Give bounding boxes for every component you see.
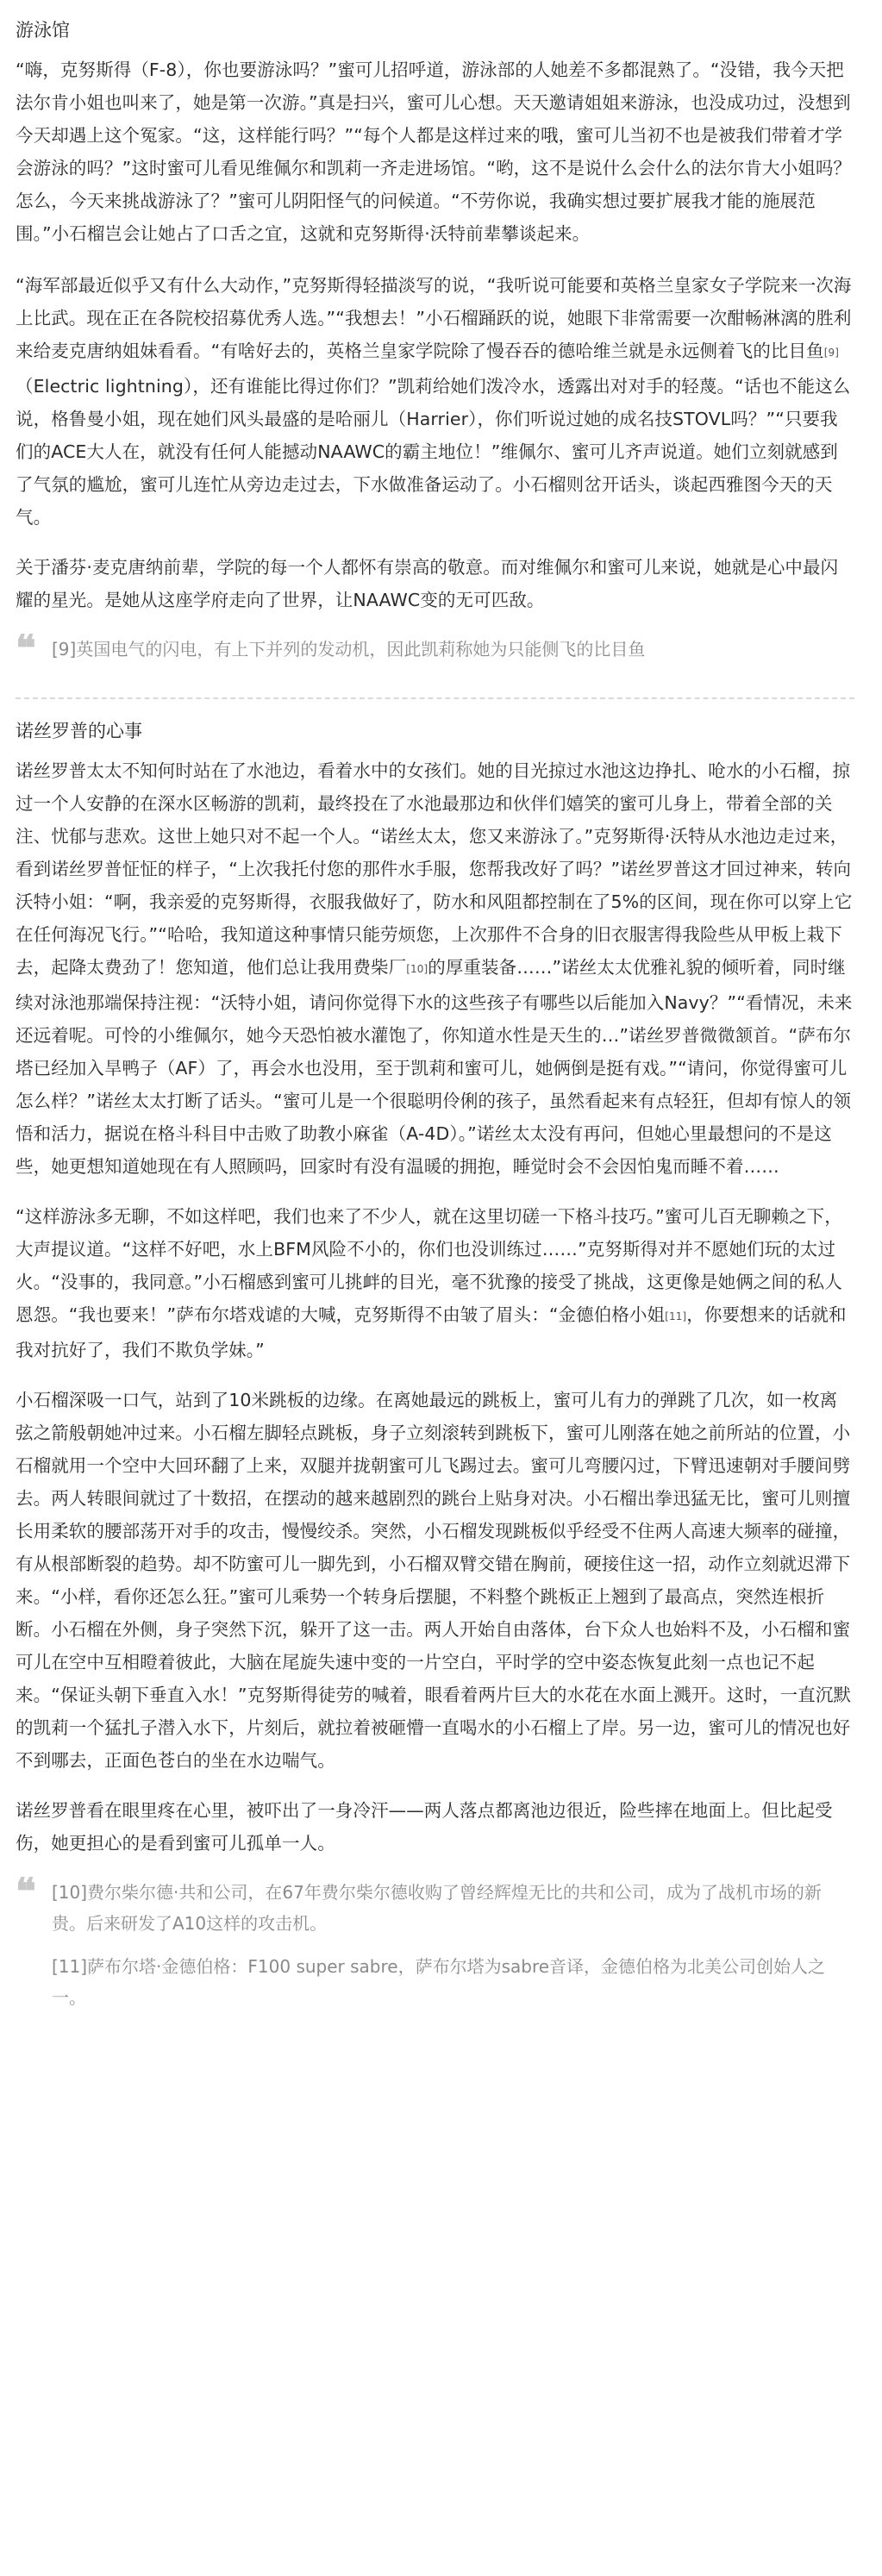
footnote-text: [11]萨布尔塔·金德伯格：F100 super sabre，萨布尔塔为sabre音译，金德伯格为北美公司创始人之一。 bbox=[52, 1956, 826, 2008]
footnote-ref-9[interactable]: [9] bbox=[823, 347, 840, 359]
paragraph-text: “海军部最近似乎又有什么大动作，”克努斯得轻描淡写的说，“我听说可能要和英格兰皇家女子学院来一次海上比武。现在正在各院校招募优秀人选。”“我想去！”小石榴踊跃的说，她眼下非常需要一次酣畅淋漓的胜利来给麦克唐纳姐妹看看。“有啥好去的，英格兰皇家学院除了慢吞吞的德哈维兰就是永远侧着飞的比目鱼 bbox=[16, 275, 852, 361]
footnote-text: [9]英国电气的闪电，有上下并列的发动机，因此凯莉称她为只能侧飞的比目鱼 bbox=[52, 639, 646, 660]
paragraph-text: 诺丝罗普太太不知何时站在了水池边，看着水中的女孩们。她的目光掠过水池这边挣扎、呛水的小石榴，掠过一个人安静的在深水区畅游的凯莉，最终投在了水池最那边和伙伴们嬉笑的蜜可儿身上，带着全部的关注、忧郁与悲欢。这世上她只对不起一个人。“诺丝太太，您又来游泳了。”克努斯得·沃特从水池边走过来，看到诺丝罗普怔怔的样子，“上次我托付您的那件水手服，您帮我改好了吗？”诺丝罗普这才回过神来，转向沃特小姐：“啊，我亲爱的克努斯得，衣服我做好了，防水和风阻都控制在了5%的区间，现在你可以穿上它在任何海况飞行。”“哈哈，我知道这种事情只能劳烦您，上次那件不合身的旧衣服害得我险些从甲板上栽下去，起降太费劲了！您知道，他们总让我用费柴厂 bbox=[16, 760, 853, 978]
paragraph bbox=[16, 269, 854, 534]
quote-icon: ❝ bbox=[16, 634, 36, 665]
footnote-ref-11[interactable]: [11] bbox=[665, 1310, 687, 1322]
quote-icon: ❝ bbox=[16, 1877, 36, 1908]
paragraph-text: （Electric lightning），还有谁能比得过你们？”凯莉给她们泼冷水，透露出对对手的轻蔑。“话也不能这么说，格鲁曼小姐，现在她们风头最盛的是哈丽儿（Harrier），你们听说过她的成名技STOVL吗？”“只要我们的ACE大人在，就没有任何人能撼动NAAWC的霸主地位！”维佩尔、蜜可儿齐声说道。她们立刻就感到了气氛的尴尬，蜜可儿连忙从旁边走过去，下水做准备运动了。小石榴则岔开话头，谈起西雅图今天的天气。 bbox=[16, 376, 851, 528]
footnote-ref-10[interactable]: [10] bbox=[406, 963, 428, 975]
paragraph: 小石榴深吸一口气，站到了10米跳板的边缘。在离她最远的跳板上，蜜可儿有力的弹跳了几次，如一枚离弦之箭般朝她冲过来。小石榴左脚轻点跳板，身子立刻滚转到跳板下，蜜可儿刚落在她之前所站的位置，小石榴就用一个空中大回环翻了上来，双腿并拢朝蜜可儿飞踢过去。蜜可儿弯腰闪过，下臂迅速朝对手腰间劈去。两人转眼间就过了十数招，在摆动的越来越剧烈的跳台上贴身对决。小石榴出拳迅猛无比，蜜可儿则擅长用柔软的腰部荡开对手的攻击，慢慢绞杀。突然，小石榴发现跳板似乎经受不住两人高速大频率的碰撞，有从根部断裂的趋势。却不防蜜可儿一脚先到，小石榴双臂交错在胸前，硬接住这一招，动作立刻就迟滞下来。“小样，看你还怎么狂。”蜜可儿乘势一个转身后摆腿，不料整个跳板正上翘到了最高点，突然连根折断。小石榴在外侧，身子突然下沉，躲开了这一击。两人开始自由落体，台下众人也始料不及，小石榴和蜜可儿在空中互相瞪着彼此，大脑在尾旋失速中变的一片空白，平时学的空中姿态恢复此刻一点也记不起来。“保证头朝下垂直入水！”克努斯得徒劳的喊着，眼看着两片巨大的水花在水面上溅开。这时，一直沉默的凯莉一个猛扎子潜入水下，片刻后，就拉着被砸懵一直喝水的小石榴上了岸。另一边，蜜可儿的情况也好不到哪去，正面色苍白的坐在水边喘气。 bbox=[16, 1390, 852, 1771]
section-divider bbox=[16, 697, 854, 699]
section-title-swimming-pool: 游泳馆 bbox=[16, 20, 70, 41]
paragraph: 诺丝罗普看在眼里疼在心里，被吓出了一身冷汗——两人落点都离池边很近，险些摔在地面上。但比起受伤，她更担心的是看到蜜可儿孤单一人。 bbox=[16, 1800, 833, 1854]
paragraph: 关于潘芬·麦克唐纳前辈，学院的每一个人都怀有崇高的敬意。而对维佩尔和蜜可儿来说，她就是心中最闪耀的星光。是她从这座学府走向了世界，让NAAWC变的无可匹敌。 bbox=[16, 557, 839, 610]
paragraph bbox=[16, 1200, 854, 1366]
section-title-northrop: 诺丝罗普的心事 bbox=[16, 721, 142, 741]
footnote-block bbox=[16, 634, 854, 677]
paragraph-text: ，你要想来的话就和我对抗好了，我们不欺负学妹。” bbox=[16, 1304, 847, 1360]
paragraph: “嗨，克努斯得（F-8），你也要游泳吗？”蜜可儿招呼道，游泳部的人她差不多都混熟了。“没错，我今天把法尔肯小姐也叫来了，她是第一次游。”真是扫兴，蜜可儿心想。天天邀请姐姐来游泳，也没成功过，没想到今天却遇上这个冤家。“这，这样能行吗？”“每个人都是这样过来的哦，蜜可儿当初不也是被我们带着才学会游泳的吗？”这时蜜可儿看见维佩尔和凯莉一齐走进场馆。“哟，这不是说什么会什么的法尔肯大小姐吗？怎么，今天来挑战游泳了？”蜜可儿阴阳怪气的问候道。“不劳你说，我确实想过要扩展我才能的施展范围。”小石榴岂会让她占了口舌之宜，这就和克努斯得·沃特前辈攀谈起来。 bbox=[16, 59, 852, 244]
footnote-block bbox=[16, 1877, 854, 2025]
footnote-text: [10]费尔柴尔德·共和公司，在67年费尔柴尔德收购了曾经辉煌无比的共和公司，成为了战机市场的新贵。后来研发了A10这样的攻击机。 bbox=[52, 1882, 822, 1934]
paragraph bbox=[16, 754, 854, 1183]
paragraph-text: 的厚重装备……”诺丝太太优雅礼貌的倾听着，同时继续对泳池那端保持注视：“沃特小姐，请问你觉得下水的这些孩子有哪些以后能加入Navy？”“看情况，未来还远着呢。可怜的小维佩尔，她今天恐怕被水灌饱了，你知道水性是天生的…”诺丝罗普微微颔首。“萨布尔塔已经加入旱鸭子（AF）了，再会水也没用，至于凯莉和蜜可儿，她俩倒是挺有戏。”“请问，你觉得蜜可儿怎么样？”诺丝太太打断了话头。“蜜可儿是一个很聪明伶俐的孩子，虽然看起来有点轻狂，但却有惊人的领悟和活力，据说在格斗科目中击败了助教小麻雀（A-4D）。”诺丝太太没有再问，但她心里最想问的不是这些，她更想知道她现在有人照顾吗，回家时有没有温暖的拥抱，睡觉时会不会因怕鬼而睡不着…… bbox=[16, 957, 853, 1177]
paragraph-text: “这样游泳多无聊，不如这样吧，我们也来了不少人，就在这里切磋一下格斗技巧。”蜜可儿百无聊赖之下，大声提议道。“这样不好吧，水上BFM风险不小的，你们也没训练过……”克努斯得对并不愿她们玩的太过火。“没事的，我同意。”小石榴感到蜜可儿挑衅的目光，毫不犹豫的接受了挑战，这更像是她俩之间的私人恩怨。“我也要来！”萨布尔塔戏谑的大喊，克努斯得不由皱了眉头：“金德伯格小姐 bbox=[16, 1206, 842, 1325]
